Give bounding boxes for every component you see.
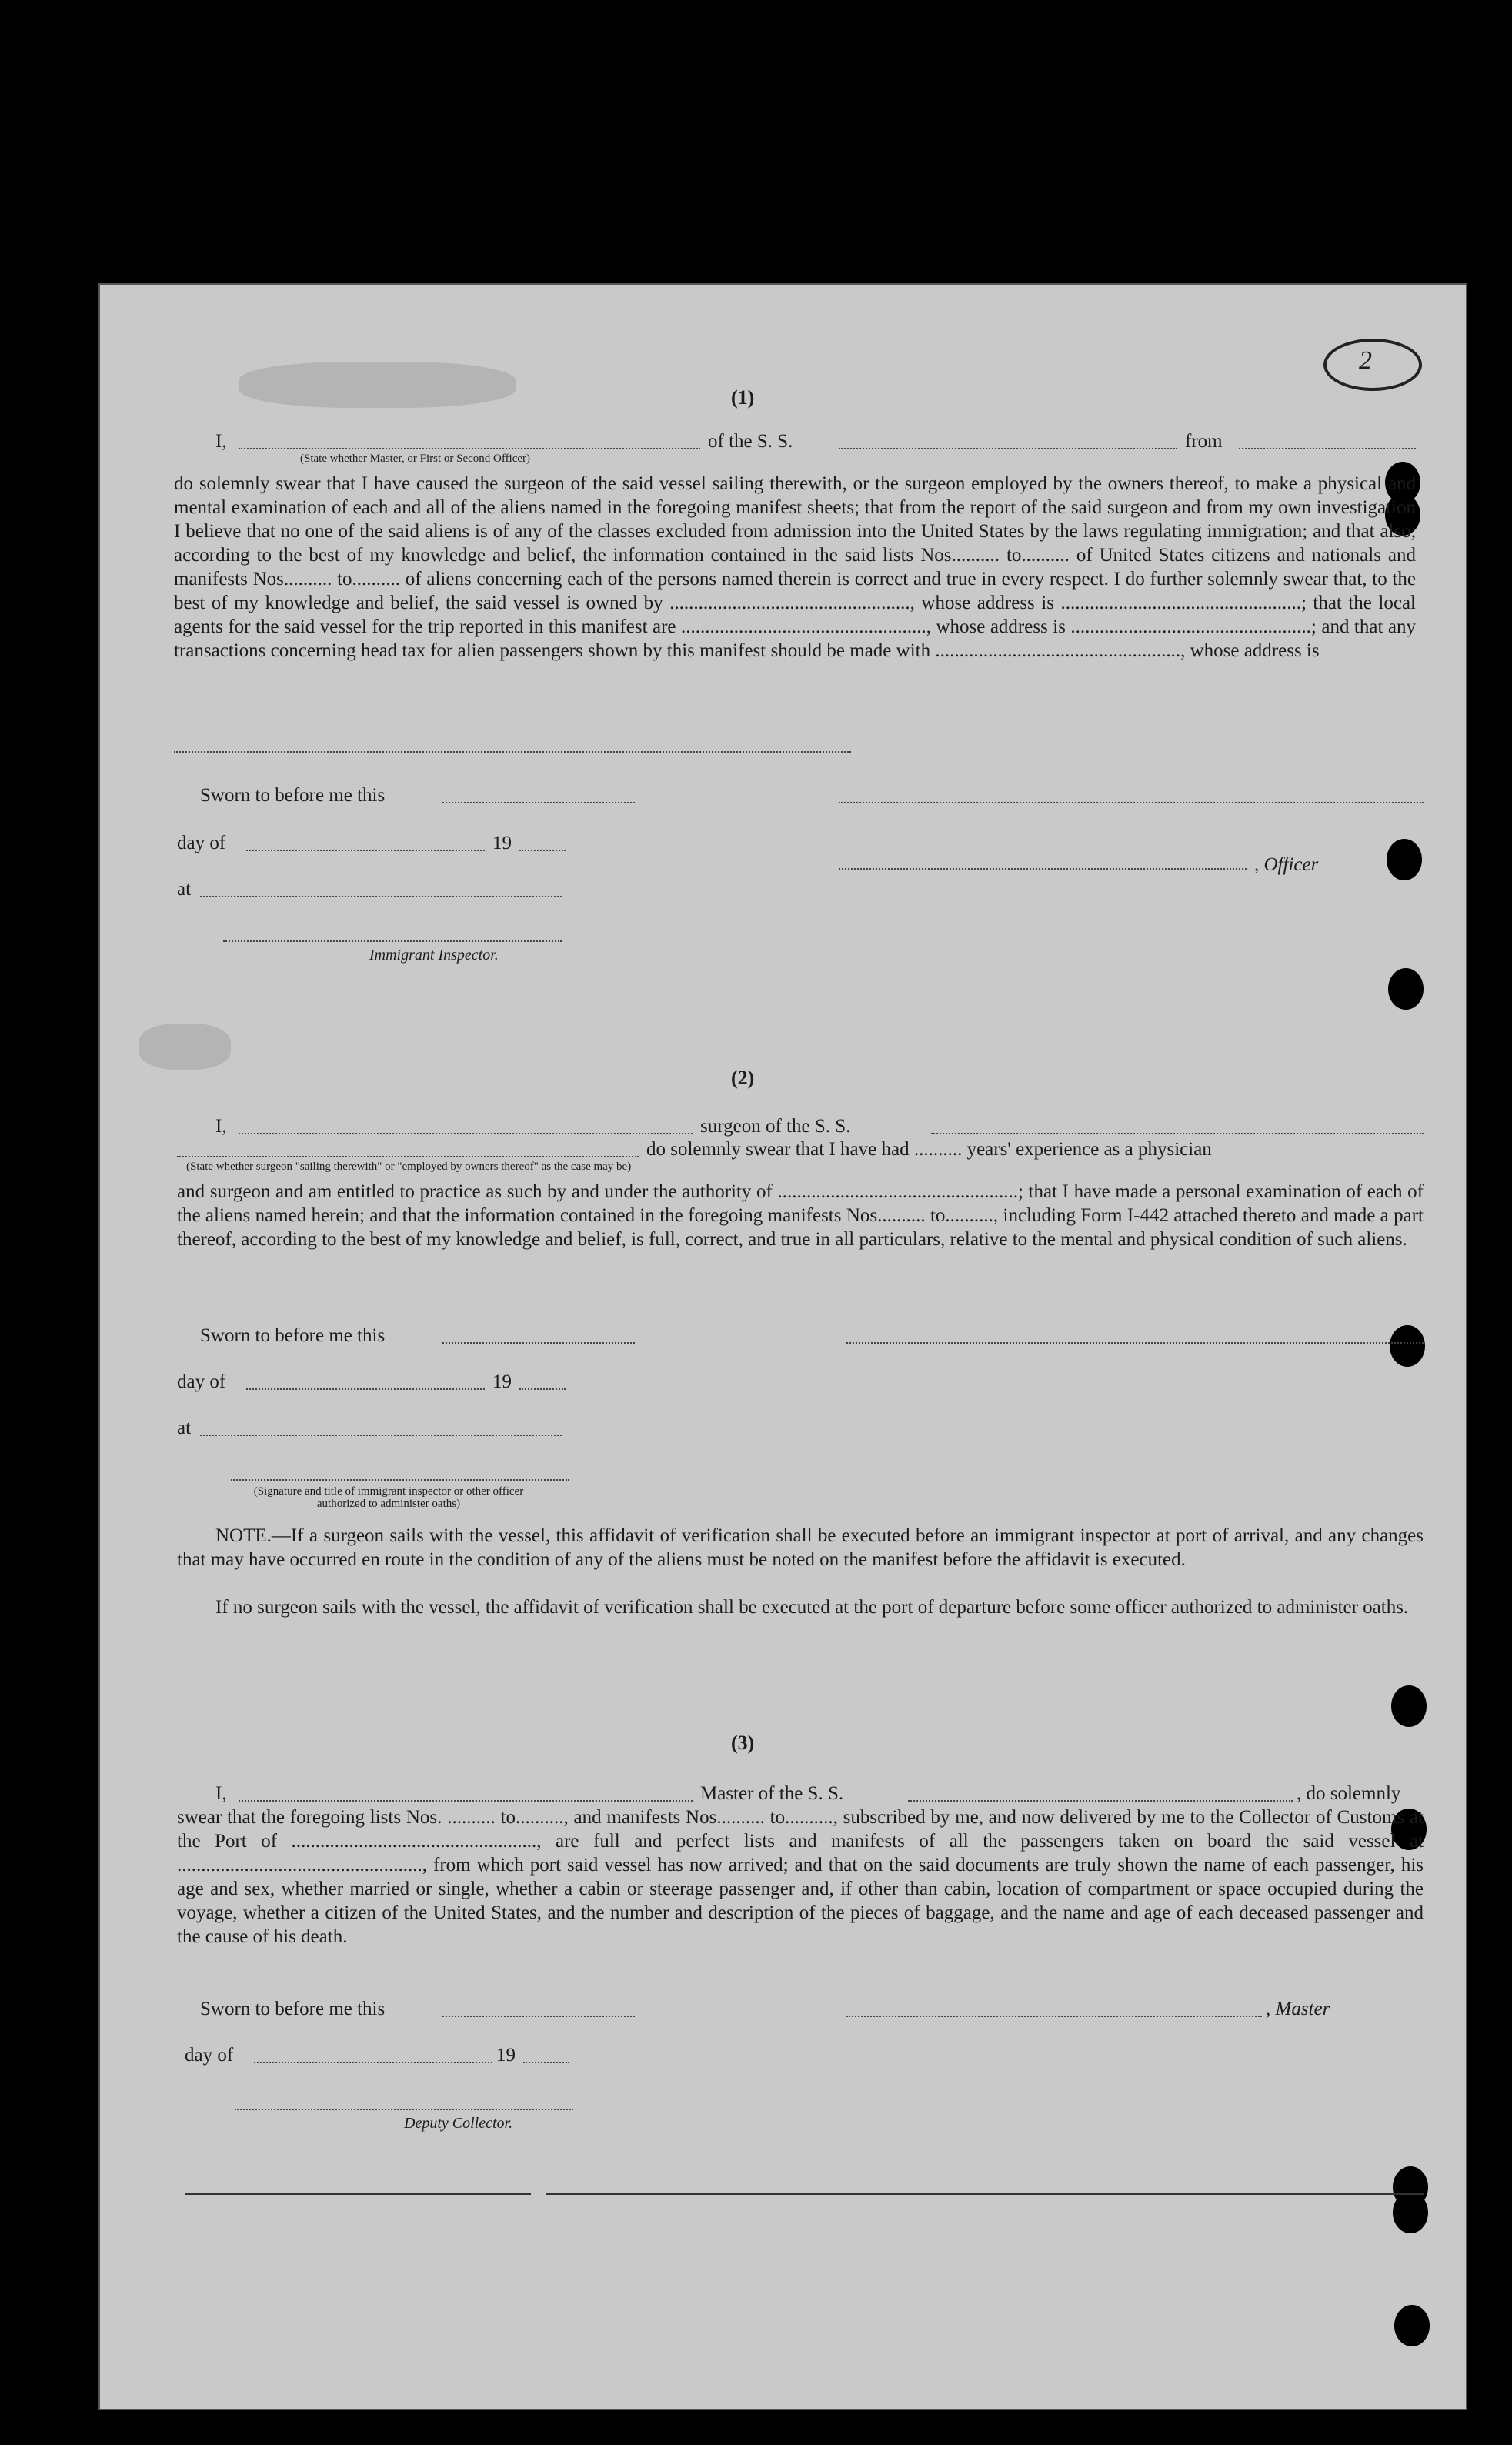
section-2-note: NOTE.—If a surgeon sails with the vessel, this affidavit of verification shall be executed before an immigrant inspector at port of arrival, and any changes that may have occurred en route in the condition of any of the aliens must be noted on the manifest before the affidavit is executed. <box>177 1525 1424 1570</box>
section-3-day-of: day of <box>185 2045 234 2066</box>
section-2-year-blank[interactable] <box>519 1388 566 1390</box>
section-1-signature-blank[interactable] <box>839 802 1424 803</box>
section-1-number: (1) <box>731 386 755 409</box>
section-1-trailing-blank[interactable] <box>174 751 851 753</box>
section-2-body: and surgeon and am entitled to practice as such by and under the authority of ..................................................; that I have made a personal examination of each of the aliens named herein; and that the information contained in the foregoing manifests Nos.......... to.........., including Form I-442 attached thereto and made a part thereof, according to the best of my knowledge and belief, is full, correct, and true in all particulars, relative to the mental and physical condition of such aliens. <box>177 1181 1424 1250</box>
section-3-body: swear that the foregoing lists Nos. .......... to.........., and manifests Nos.......... to.........., subscribed by me, and now delivered by me to the Collector of Customs at the Port of ..................................................., are full and perfect lists and manifests of all the passengers taken on board the said vessel at ..................................................., from which port said vessel has now arrived; and that on the said documents are truly shown the name of each passenger, his age and sex, whether married or single, whether a cabin or steerage passenger and, if other than cabin, location of compartment or space occupied during the voyage, whether a citizen of the United States, and the number and description of the pieces of baggage, and the name and age of each deceased passenger and the cause of his death. <box>177 1807 1424 1947</box>
section-1-day-of: day of <box>177 833 226 853</box>
section-2-day-of: day of <box>177 1371 226 1392</box>
section-1-at-blank[interactable] <box>200 896 562 897</box>
form-sheet <box>100 285 1466 2409</box>
section-3-year-blank[interactable] <box>523 2062 569 2063</box>
vessel-name-blank[interactable] <box>839 448 1177 449</box>
surgeon-name-blank[interactable] <box>239 1133 693 1134</box>
master-name-blank[interactable] <box>239 448 700 449</box>
section-2-day-blank[interactable] <box>246 1388 485 1390</box>
section-2-number: (2) <box>731 1067 755 1089</box>
section-1-officer: , Officer <box>1254 854 1319 875</box>
section-1-i: I, <box>215 431 227 452</box>
officer-note: (State whether Master, or First or Second Officer) <box>300 453 531 465</box>
section-3-master-of-ss: Master of the S. S. <box>700 1783 844 1804</box>
surgeon-note: (State whether surgeon "sailing therewith" or "employed by owners thereof" as the case may be) <box>186 1161 632 1173</box>
section-2-year: 19 <box>492 1371 512 1392</box>
punch-hole <box>1387 839 1422 880</box>
section-2-status-blank[interactable] <box>177 1156 639 1157</box>
section-1-sworn-blank[interactable] <box>442 802 635 803</box>
section-2-i: I, <box>215 1116 227 1137</box>
bleed-through-mark <box>239 362 516 408</box>
section-2-years-line: do solemnly swear that I have had .......... years' experience as a physician <box>646 1139 1212 1160</box>
section-2-at: at <box>177 1418 192 1438</box>
punch-hole <box>1390 1325 1425 1367</box>
page-number-mark <box>1323 339 1422 391</box>
section-1-from: from <box>1185 431 1223 452</box>
section-1-day-blank[interactable] <box>246 850 485 851</box>
bleed-through-mark <box>139 1024 231 1070</box>
section-1-year-blank[interactable] <box>519 850 566 851</box>
section-2-note-2: If no surgeon sails with the vessel, the affidavit of verification shall be executed at the port of departure before some officer authorized to administer oaths. <box>215 1597 1409 1618</box>
section-3-number: (3) <box>731 1732 755 1754</box>
section-3-year: 19 <box>496 2045 516 2066</box>
from-port-blank[interactable] <box>1239 448 1416 449</box>
deputy-collector-label: Deputy Collector. <box>404 2115 513 2132</box>
section-2-sworn: Sworn to before me this <box>200 1325 386 1346</box>
section-1-at: at <box>177 879 192 900</box>
section-3-master-blank[interactable] <box>239 1800 693 1802</box>
section-3-master: , Master <box>1266 1999 1330 2019</box>
section-3-sworn-blank[interactable] <box>442 2016 635 2017</box>
page-number-text: 2 <box>1359 346 1372 375</box>
section-3-master-signature-blank[interactable] <box>846 2016 1262 2017</box>
section-2-surgeon-of-ss: surgeon of the S. S. <box>700 1116 851 1137</box>
section-3-do-solemnly: , do solemnly <box>1297 1783 1401 1804</box>
section-2-at-blank[interactable] <box>200 1435 562 1436</box>
section-3-sworn: Sworn to before me this <box>200 1999 386 2019</box>
section-1-year: 19 <box>492 833 512 853</box>
punch-hole <box>1393 2192 1428 2233</box>
section-3-i: I, <box>215 1783 227 1804</box>
section-1-body: do solemnly swear that I have caused the surgeon of the said vessel sailing therewith, or the surgeon employed by the owners thereof, to make a physical and mental examination of each and all of the aliens named in the foregoing manifest sheets; that from the report of the said surgeon and from my own investigation I believe that no one of the said aliens is of any of the classes excluded from admission into the United States by the laws regulating immigration; and that also, according to the best of my knowledge and belief, the information contained in the said lists Nos.......... to.......... of United States citizens and nationals and manifests Nos.......... to.......... of aliens concerning each of the persons named therein is correct and true in every respect. I do further solemnly swear that, to the best of my knowledge and belief, the said vessel is owned by .................................................., whose address is ..................................................; that the local agents for the said vessel for the trip reported in this manifest are ..................................................., whose address is ..................................................; and that any transactions concerning head tax for alien passengers shown by this manifest should be made with ..................................................., whose address is <box>174 473 1416 661</box>
section-1-officer-blank[interactable] <box>839 868 1247 870</box>
section-1-of-ss: of the S. S. <box>708 431 793 452</box>
inspector-signature-blank[interactable] <box>223 940 562 942</box>
section-1-sworn: Sworn to before me this <box>200 785 386 806</box>
section-3-vessel-blank[interactable] <box>908 1800 1293 1802</box>
immigrant-inspector-label: Immigrant Inspector. <box>369 947 499 964</box>
section-3-day-blank[interactable] <box>254 2062 492 2063</box>
punch-hole <box>1394 2305 1430 2346</box>
punch-hole <box>1388 968 1424 1010</box>
bottom-rule <box>185 2193 531 2195</box>
section-2-sworn-blank[interactable] <box>442 1342 635 1344</box>
punch-hole <box>1391 1685 1427 1727</box>
section-2-signature-blank[interactable] <box>846 1342 1424 1344</box>
section-2-vessel-blank[interactable] <box>931 1133 1424 1134</box>
signature-note: (Signature and title of immigrant inspector or other officer authorized to administer oaths) <box>253 1485 524 1510</box>
collector-signature-blank[interactable] <box>235 2109 573 2110</box>
section-2-inspector-blank[interactable] <box>231 1479 569 1481</box>
bottom-rule <box>546 2193 1424 2195</box>
